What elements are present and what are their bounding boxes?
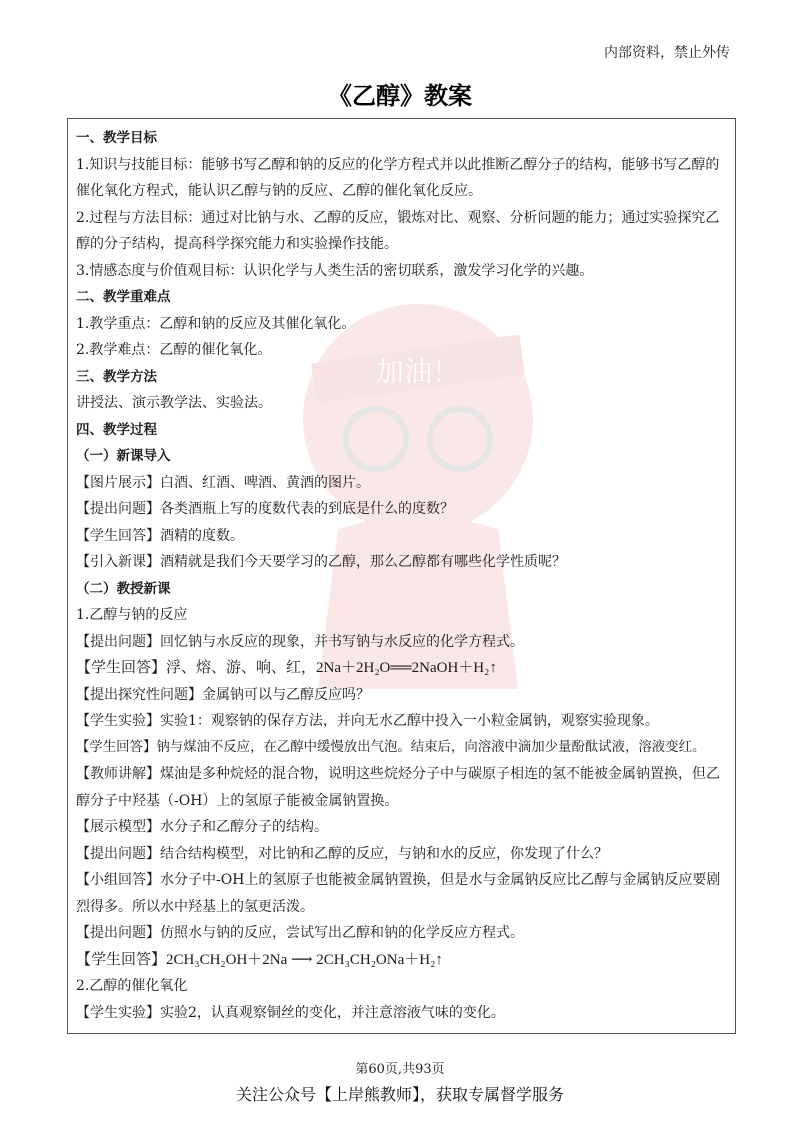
dialogue-line-equation: 【学生回答】2CH₃CH₂OH＋2Na ⟶ 2CH₃CH₂ONa＋H₂↑ (76, 951, 443, 968)
page-number: 第60页,共93页 (355, 1062, 445, 1077)
dialogue-line: 【学生回答】钠与煤油不反应，在乙醇中缓慢放出气泡。结束后，向溶液中滴加少量酚酞试液，溶液变红。 (76, 739, 706, 755)
paragraph-line: 1.知识与技能目标：能够书写乙醇和钠的反应的化学方程式并以此推断乙醇分子的结构，能够书写乙醇的 (76, 156, 720, 173)
paragraph-line: 3.情感态度与价值观目标：认识化学与人类生活的密切联系，激发学习化学的兴趣。 (76, 262, 594, 279)
dialogue-line: 【提出探究性问题】金属钠可以与乙醇反应吗？ (76, 686, 370, 703)
topic-heading: 2.乙醇的催化氧化 (76, 978, 188, 994)
dialogue-line-equation: 【学生回答】浮、熔、游、响、红，2Na＋2H₂O══2NaOH＋H₂↑ (76, 660, 497, 676)
section-heading: 三、教学方法 (76, 368, 157, 385)
subsection-heading: （二）教授新课 (76, 580, 171, 597)
topic-heading: 1.乙醇与钠的反应 (76, 607, 188, 623)
dialogue-line: 醇分子中羟基（-OH）上的氢原子能被金属钠置换。 (76, 792, 399, 809)
lesson-content (76, 125, 727, 1026)
dialogue-line: 【展示模型】水分子和乙醇分子的结构。 (76, 819, 328, 835)
paragraph-line: 2.教学难点：乙醇的催化氧化。 (76, 342, 272, 358)
dialogue-line: 【学生实验】实验2，认真观察铜丝的变化，并注意溶液气味的变化。 (76, 1004, 505, 1021)
paragraph-line: 催化氧化方程式，能认识乙醇与钠的反应、乙醇的催化氧化反应。 (76, 183, 482, 199)
mascot-headband-text: 加油！ (375, 355, 461, 388)
lesson-plan-frame (67, 118, 736, 1034)
page-title: 《乙醇》教案 (328, 82, 472, 110)
dialogue-line: 【提出问题】回忆钠与水反应的现象，并书写钠与水反应的化学方程式。 (76, 633, 524, 650)
section-heading: 四、教学过程 (76, 421, 157, 438)
dialogue-line: 【提出问题】仿照水与钠的反应，尝试写出乙醇和钠的化学反应方程式。 (76, 925, 524, 941)
paragraph-line: 1.教学重点：乙醇和钠的反应及其催化氧化。 (76, 315, 356, 332)
dialogue-line: 【学生实验】实验1：观察钠的保存方法，并向无水乙醇中投入一小粒金属钠，观察实验现象。 (76, 713, 659, 729)
dialogue-line: 【学生回答】酒精的度数。 (76, 527, 244, 544)
paragraph-line: 2.过程与方法目标：通过对比钠与水、乙醇的反应，锻炼对比、观察、分析问题的能力；通过实验探究乙 (76, 209, 720, 226)
dialogue-line: 【提出问题】各类酒瓶上写的度数代表的到底是什么的度数？ (76, 501, 454, 517)
dialogue-line: 【图片展示】白酒、红酒、啤酒、黄酒的图片。 (76, 474, 370, 491)
subsection-heading: （一）新课导入 (76, 448, 171, 464)
dialogue-line: 【引入新课】酒精就是我们今天要学习的乙醇，那么乙醇都有哪些化学性质呢？ (76, 554, 566, 570)
promo-footer: 关注公众号【上岸熊教师】，获取专属督学服务 (235, 1085, 564, 1104)
paragraph-line: 讲授法、演示教学法、实验法。 (76, 395, 272, 411)
paragraph-line: 醇的分子结构，提高科学探究能力和实验操作技能。 (76, 236, 398, 252)
dialogue-line: 【小组回答】水分子中-OH上的氢原子也能被金属钠置换，但是水与金属钠反应比乙醇与金属钠反应要剧 (76, 872, 721, 888)
section-heading: 一、教学目标 (76, 130, 157, 146)
confidential-note: 内部资料，禁止外传 (604, 45, 730, 61)
dialogue-line: 烈得多。所以水中羟基上的氢更活泼。 (76, 898, 314, 915)
dialogue-line: 【教师讲解】煤油是多种烷烃的混合物，说明这些烷烃分子中与碳原子相连的氢不能被金属钠置换，但乙 (76, 766, 720, 782)
dialogue-line: 【提出问题】结合结构模型，对比钠和乙醇的反应，与钠和水的反应，你发现了什么？ (76, 845, 608, 862)
section-heading: 二、教学重难点 (76, 289, 171, 305)
